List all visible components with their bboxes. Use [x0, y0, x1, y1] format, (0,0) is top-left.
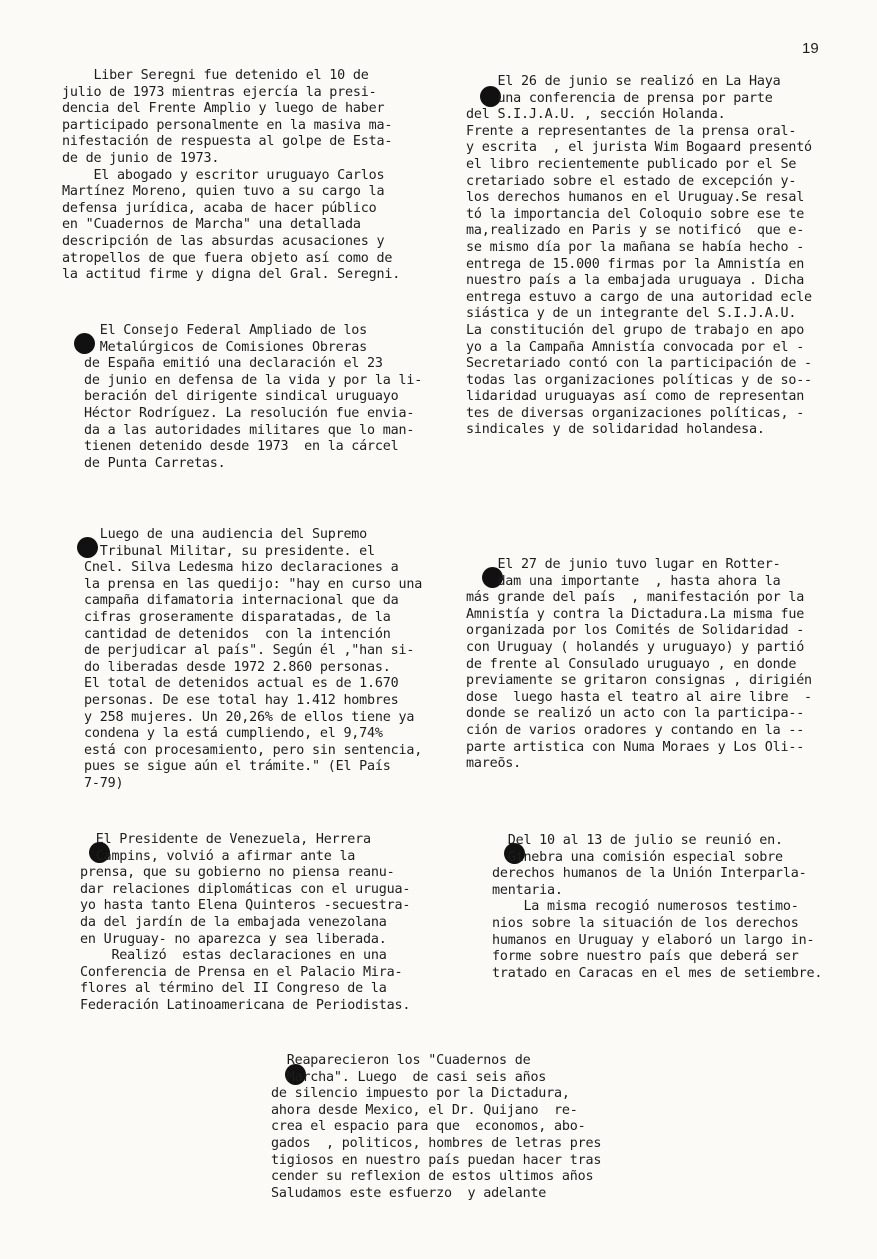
text-line: sindicales y de solidaridad holandesa. — [466, 422, 765, 438]
article-tribunal — [84, 527, 422, 793]
text-line: da del jardín de la embajada venezolana — [80, 914, 387, 930]
text-line: dam una importante , hasta ahora la — [466, 573, 781, 589]
text-line: do liberadas desde 1972 2.860 personas. — [84, 659, 391, 675]
text-line: campaña difamatoria internacional que da — [84, 593, 399, 609]
text-line: Marcha". Luego de casi seis años — [271, 1069, 547, 1085]
article-ginebra — [492, 833, 822, 982]
text-line: cender su reflexion de estos ultimos años — [271, 1169, 594, 1185]
text-line: Reaparecieron los "Cuadernos de — [271, 1053, 531, 1068]
text-line: tienen detenido desde 1973 en la cárcel — [84, 439, 399, 455]
text-line: Frente a representantes de la prensa oral- — [466, 123, 797, 139]
text-line: yo a la Campaña Amnistía convocada por el - — [466, 339, 805, 355]
text-line: nios sobre la situación de los derechos — [492, 915, 799, 931]
text-line: mentaria. — [492, 882, 563, 898]
text-line: 7-79) — [84, 775, 124, 791]
text-line: prensa, que su gobierno no piensa reanu- — [80, 865, 395, 881]
text-line: de junio en defensa de la vida y por la li- — [84, 372, 423, 388]
text-line: organizada por los Comités de Solidaridad - — [466, 623, 805, 639]
text-line: tratado en Caracas en el mes de setiembre. — [492, 965, 823, 981]
text-line: El total de detenidos actual es de 1.670 — [84, 676, 399, 692]
text-line: previamente se gritaron consignas , dirigién — [466, 673, 812, 689]
text-line: ahora desde Mexico, el Dr. Quijano re- — [271, 1102, 578, 1118]
page-number: 19 — [802, 40, 819, 57]
text-line: siástica y de un integrante del S.I.J.A.U. — [466, 306, 797, 322]
text-line: donde se realizó un acto con la participa-- — [466, 706, 805, 722]
text-line: de frente al Consulado uruguayo , en donde — [466, 656, 797, 672]
text-line: Héctor Rodríguez. La resolución fue envia- — [84, 405, 415, 421]
article-cuadernos — [271, 1053, 601, 1202]
text-line: crea el espacio para que economos, abo- — [271, 1119, 586, 1135]
text-line: ción de varios oradores y contando en la -- — [466, 722, 805, 738]
text-line: en Uruguay- no aparezca y sea liberada. — [80, 931, 387, 947]
text-line: Metalúrgicos de Comisiones Obreras — [84, 339, 368, 355]
text-line: Cnel. Silva Ledesma hizo declaraciones a — [84, 560, 399, 576]
text-line: Amnistía y contra la Dictadura.La misma fue — [466, 606, 805, 622]
text-line: y 258 mujeres. Un 20,26% de ellos tiene ya — [84, 709, 415, 725]
text-line: nuestro país a la embajada uruguaya . Dicha — [466, 273, 805, 289]
text-line: julio de 1973 mientras ejercía la presi- — [62, 84, 377, 100]
text-line: de España emitió una declaración el 23 — [84, 356, 383, 372]
text-line: Saludamos este esfuerzo y adelante — [271, 1185, 547, 1201]
text-line: entrega de 15.000 firmas por la Amnistía en — [466, 256, 805, 272]
text-line: tigiosos en nuestro país puedan hacer tras — [271, 1152, 602, 1168]
text-line: Realizó estas declaraciones en una — [80, 948, 387, 964]
text-line: El 27 de junio tuvo lugar en Rotter- — [466, 557, 781, 572]
text-line: parte artistica con Numa Moraes y Los Oli-- — [466, 739, 805, 755]
text-line: mareõs. — [466, 756, 522, 772]
text-line: descripción de las absurdas acusaciones y — [62, 233, 385, 249]
text-line: ma,realizado en Paris y se notificó que e- — [466, 223, 805, 239]
text-line: de de junio de 1973. — [62, 150, 220, 166]
article-rotterdam — [466, 557, 812, 773]
text-line: Secretariado contó con la participación de - — [466, 356, 812, 372]
article-lahaya — [466, 74, 812, 439]
text-line: cretariado sobre el estado de excepción y- — [466, 173, 797, 189]
article-metalurgicos — [84, 323, 422, 472]
text-line: dose luego hasta el teatro al aire libre - — [466, 689, 812, 705]
text-line: de silencio impuesto por la Dictadura, — [271, 1086, 570, 1102]
text-line: lidaridad uruguayas así como de representan — [466, 389, 805, 405]
text-line: El abogado y escritor uruguayo Carlos — [62, 167, 385, 183]
text-line: de Punta Carretas. — [84, 455, 226, 471]
text-line: la actitud firme y digna del Gral. Seregni. — [62, 267, 401, 283]
text-line: Federación Latinoamericana de Periodistas. — [80, 997, 411, 1013]
text-line: participado personalmente en la masiva ma- — [62, 117, 393, 133]
text-line: del S.I.J.A.U. , sección Holanda. — [466, 107, 726, 123]
text-line: está con procesamiento, pero sin sentencia, — [84, 742, 423, 758]
text-line: cantidad de detenidos con la intención — [84, 626, 391, 642]
text-line: todas las organizaciones políticas y de so-- — [466, 372, 812, 388]
text-line: Conferencia de Prensa en el Palacio Mira- — [80, 964, 403, 980]
text-line: el libro recientemente publicado por el Se — [466, 156, 797, 172]
text-line: El Presidente de Venezuela, Herrera — [80, 832, 371, 847]
text-line: Liber Seregni fue detenido el 10 de — [62, 68, 369, 83]
text-line: beración del dirigente sindical uruguayo — [84, 389, 399, 405]
text-line: gados , politicos, hombres de letras pres — [271, 1135, 602, 1151]
text-line: Martínez Moreno, quien tuvo a su cargo la — [62, 184, 385, 200]
text-line: tó la importancia del Coloquio sobre ese te — [466, 206, 805, 222]
text-line: El Consejo Federal Ampliado de los — [84, 323, 368, 338]
text-line: tes de diversas organizaciones políticas, - — [466, 405, 805, 421]
article-seregni — [62, 68, 400, 284]
text-line: personas. De ese total hay 1.412 hombres — [84, 692, 399, 708]
text-line: dar relaciones diplomáticas con el urugua- — [80, 881, 411, 897]
text-line: yo hasta tanto Elena Quinteros -secuestra- — [80, 898, 411, 914]
text-line: flores al término del II Congreso de la — [80, 981, 387, 997]
text-line: más grande del país , manifestación por la — [466, 590, 805, 606]
text-line: El 26 de junio se realizó en La Haya — [466, 74, 781, 89]
text-line: cifras groseramente disparatadas, de la — [84, 609, 391, 625]
text-line: da a las autoridades militares que lo man- — [84, 422, 415, 438]
text-line: pues se sigue aún el trámite." (El País — [84, 759, 391, 775]
text-line: derechos humanos de la Unión Interparla- — [492, 866, 807, 882]
text-line: la prensa en las quedijo: "hay en curso una — [84, 576, 423, 592]
text-line: humanos en Uruguay y elaboró un largo in- — [492, 932, 815, 948]
text-line: dencia del Frente Amplio y luego de haber — [62, 101, 385, 117]
text-line: Tribunal Militar, su presidente. el — [84, 543, 375, 559]
text-line: Luego de una audiencia del Supremo — [84, 527, 368, 542]
text-line: de perjudicar al país". Según él ,"han si- — [84, 643, 415, 659]
text-line: una conferencia de prensa por parte — [466, 90, 773, 106]
text-line: atropellos de que fuera objeto así como de — [62, 250, 393, 266]
text-line: y escrita , el jurista Wim Bogaard presentó — [466, 140, 812, 156]
text-line: los derechos humanos en el Uruguay.Se resal — [466, 190, 805, 206]
text-line: nifestación de respuesta al golpe de Esta- — [62, 134, 393, 150]
text-line: defensa jurídica, acaba de hacer público — [62, 200, 377, 216]
text-line: en "Cuadernos de Marcha" una detallada — [62, 217, 361, 233]
text-line: entrega estuvo a cargo de una autoridad ecle — [466, 289, 812, 305]
text-line: La constitución del grupo de trabajo en apo — [466, 322, 805, 338]
text-line: La misma recogió numerosos testimo- — [492, 899, 799, 915]
text-line: forme sobre nuestro país que deberá ser — [492, 949, 799, 965]
text-line: con Uruguay ( holandés y uruguayo) y partió — [466, 639, 805, 655]
article-venezuela — [80, 832, 410, 1015]
text-line: Campins, volvió a afirmar ante la — [80, 848, 356, 864]
text-line: se mismo día por la mañana se había hecho - — [466, 239, 805, 255]
text-line: condena y la está cumpliendo, el 9,74% — [84, 726, 383, 742]
text-line: Ginebra una comisión especial sobre — [492, 849, 783, 865]
text-line: Del 10 al 13 de julio se reunió en. — [492, 833, 783, 848]
